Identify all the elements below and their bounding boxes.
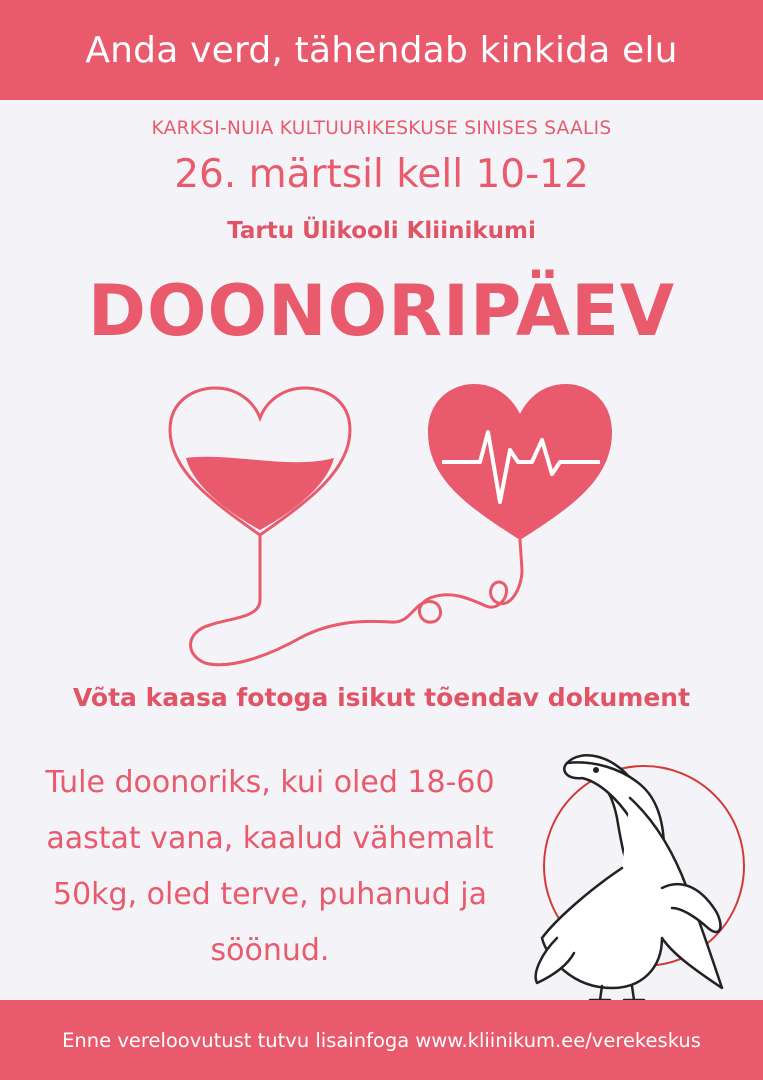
- event-title: DOONORIPÄEV: [87, 270, 676, 352]
- blood-donation-illustration: [150, 370, 620, 690]
- top-banner: [0, 0, 763, 100]
- eligibility-text: [15, 755, 525, 979]
- pelican-icon: [512, 738, 757, 1000]
- eligibility-line: aastat vana, kaalud vähemalt: [46, 821, 494, 856]
- eligibility-line: söönud.: [210, 933, 330, 968]
- venue-text: KARKSI-NUIA KULTUURIKESKUSE SINISES SAALIS: [151, 118, 612, 139]
- footer-info: Enne vereloovutust tutvu lisainfoga www.kliinikum.ee/verekeskus: [62, 1028, 701, 1052]
- blood-bag-heart-icon: [170, 388, 350, 535]
- bottom-banner: [0, 1000, 763, 1080]
- slogan: Anda verd, tähendab kinkida elu: [85, 29, 678, 71]
- eligibility-line: Tule doonoriks, kui oled 18-60: [45, 765, 495, 800]
- document-note: Võta kaasa fotoga isikut tõendav dokument: [72, 683, 691, 712]
- eligibility-line: 50kg, oled terve, puhanud ja: [52, 877, 487, 912]
- event-datetime: 26. märtsil kell 10-12: [174, 152, 589, 197]
- organizer-name: Tartu Ülikooli Kliinikumi: [227, 218, 536, 244]
- heartbeat-heart-icon: [428, 384, 612, 540]
